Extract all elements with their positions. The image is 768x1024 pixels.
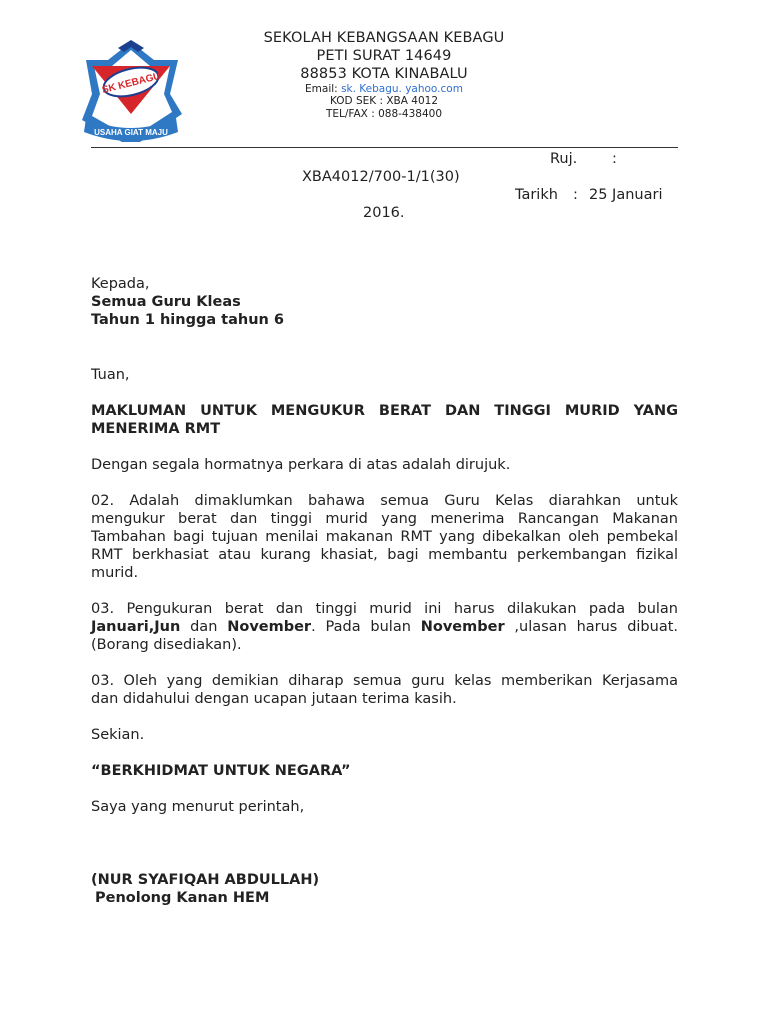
intro-paragraph: Dengan segala hormatnya perkara di atas adalah dirujuk. (91, 457, 511, 473)
recipient-salutation: Kepada, (91, 276, 150, 292)
para3-text: ,ulasan harus dibuat. (504, 619, 678, 635)
closing: Sekian. (91, 727, 145, 743)
para3-line-1: 03. Pengukuran berat dan tinggi murid ini harus dilakukan pada bulan (91, 601, 678, 617)
ruj-value: XBA4012/700-1/1(30) (302, 169, 460, 185)
ruj-label: Ruj. (550, 151, 578, 167)
date-value: 25 Januari (589, 187, 663, 203)
para2-line: Tambahan bagi tujuan menilai makanan RMT yang dibekalkan oleh pembekal (91, 529, 678, 545)
paragraph-02 (91, 492, 678, 582)
para3-line-3: (Borang disediakan). (91, 637, 242, 653)
motto: “BERKHIDMAT UNTUK NEGARA” (91, 763, 351, 779)
para4-line: dan didahului dengan ucapan jutaan terima kasih. (91, 691, 457, 707)
para3-text: . Pada bulan (311, 619, 421, 635)
date-year: 2016. (363, 205, 405, 221)
month-january-june: Januari,Jun (91, 619, 181, 635)
email-link[interactable]: sk. Kebagu. yahoo.com (341, 83, 463, 95)
para2-line: 02. Adalah dimaklumkan bahawa semua Guru Kelas diarahkan untuk (91, 493, 678, 509)
signoff: Saya yang menurut perintah, (91, 799, 305, 815)
date-colon: : (573, 187, 578, 203)
recipient-line-1: Semua Guru Kleas (91, 294, 241, 310)
paragraph-04 (91, 672, 678, 708)
subject (91, 402, 678, 438)
school-code: KOD SEK : XBA 4012 (329, 95, 439, 107)
signatory-name: (NUR SYAFIQAH ABDULLAH) (91, 872, 320, 888)
paragraph-03 (91, 600, 678, 654)
subject-line-2: MENERIMA RMT (91, 421, 221, 437)
recipient-line-2: Tahun 1 hingga tahun 6 (91, 312, 284, 328)
para3-text: dan (180, 619, 228, 635)
para2-line: murid. (91, 565, 139, 581)
city-postcode: 88853 KOTA KINABALU (300, 66, 468, 82)
greeting: Tuan, (91, 367, 130, 383)
po-box: PETI SURAT 14649 (316, 48, 452, 64)
logo-ribbon-text: USAHA GIAT MAJU (94, 128, 168, 137)
email-label: Email: (305, 83, 338, 95)
signatory-title: Penolong Kanan HEM (95, 890, 270, 906)
date-label: Tarikh (515, 187, 558, 203)
school-logo (78, 38, 184, 144)
month-november: November (227, 619, 312, 635)
subject-line-1: MAKLUMAN UNTUK MENGUKUR BERAT DAN TINGGI MURID YANG (91, 403, 678, 419)
para2-line: mengukur berat dan tinggi murid yang menerima Rancangan Makanan (91, 511, 678, 527)
school-name: SEKOLAH KEBANGSAAN KEBAGU (263, 30, 505, 46)
para3-line-2 (91, 618, 678, 636)
email-line (200, 83, 568, 95)
para4-line: 03. Oleh yang demikian diharap semua guru kelas memberikan Kerjasama (91, 673, 678, 689)
logo-badge-text: SK KEBAGU (100, 70, 162, 97)
ruj-colon: : (612, 151, 617, 167)
para2-line: RMT berkhasiat atau kurang khasiat, bagi membantu perkembangan fizikal (91, 547, 678, 563)
recipient-block (91, 275, 678, 329)
header-divider (91, 147, 678, 148)
month-november: November (420, 619, 505, 635)
tel-fax: TEL/FAX : 088-438400 (325, 108, 442, 120)
